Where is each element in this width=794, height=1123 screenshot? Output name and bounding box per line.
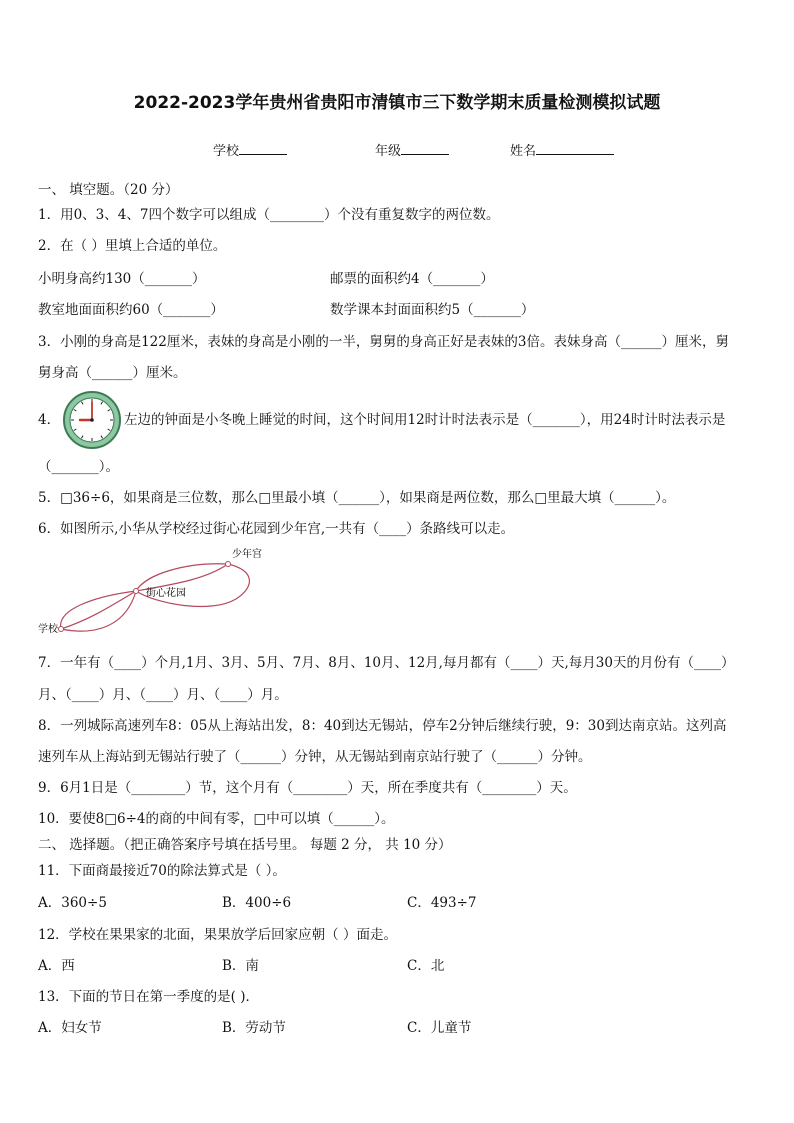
question-2-item-a: 小明身高约130（_______） (38, 271, 206, 287)
question-12-option-c: C．北 (407, 958, 445, 974)
question-3-line-2: 舅身高（______）厘米。 (38, 365, 187, 381)
map-label-school: 学校 (38, 624, 58, 635)
page-title: 2022-2023学年贵州省贵阳市清镇市三下数学期末质量检测模拟试题 (133, 93, 661, 113)
question-9: 9．6月1日是（________）节，这个月有（________）天，所在季度共有（________）天。 (38, 780, 577, 796)
question-12-option-b: B．南 (222, 958, 259, 974)
grade-field (375, 140, 449, 159)
question-11-option-c: C．493÷7 (407, 895, 477, 911)
map-label-garden: 街心花园 (146, 588, 186, 599)
question-2-item-b: 邮票的面积约4（_______） (330, 271, 494, 287)
section-fill-blank-heading: 一、 填空题。（20 分） (38, 182, 179, 198)
grade-label: 年级 (375, 144, 402, 159)
question-11-option-a: A．360÷5 (38, 895, 107, 911)
question-12: 12．学校在果果家的北面，果果放学后回家应朝（ ）面走。 (38, 927, 397, 943)
map-label-palace: 少年宫 (232, 549, 262, 560)
school-field (213, 140, 287, 159)
question-3-line-1: 3．小刚的身高是122厘米，表妹的身高是小刚的一半，舅舅的身高正好是表妹的3倍。表妹身高（______）厘米，舅 (38, 334, 729, 350)
question-7-line-2: 月、（____）月、（____）月、（____）月。 (38, 687, 288, 703)
question-13: 13．下面的节日在第一季度的是( )． (38, 989, 260, 1005)
question-7-line-1: 7．一年有（____）个月,1月、3月、5月、7月、8月、10月、12月,每月都有（____）天,每月30天的月份有（____） (38, 655, 735, 671)
question-2-item-c: 教室地面面积约60（_______） (38, 302, 224, 318)
question-13-option-c: C．儿童节 (407, 1020, 472, 1036)
route-map (36, 544, 276, 640)
section-multiple-choice-heading: 二、 选择题。（把正确答案序号填在括号里。 每题 2 分， 共 10 分） (38, 837, 452, 853)
school-label: 学校 (213, 144, 240, 159)
question-4-line-1: 左边的钟面是小冬晚上睡觉的时间，这个时间用12时计时法表示是（_______），用24时计时法表示是 (124, 412, 726, 428)
question-8-line-1: 8．一列城际高速列车8：05从上海站出发，8：40到达无锡站，停车2分钟后继续行驶，9：30到达南京站。这列高 (38, 718, 727, 734)
question-5: 5．□36÷6，如果商是三位数，那么□里最小填（______），如果商是两位数，那么□里最大填（______）。 (38, 490, 676, 506)
question-8-line-2: 速列车从上海站到无锡站行驶了（______）分钟，从无锡站到南京站行驶了（______）分钟。 (38, 749, 592, 765)
question-12-option-a: A．西 (38, 958, 75, 974)
name-label: 姓名 (510, 144, 537, 159)
question-1: 1．用0、3、4、7四个数字可以组成（________）个没有重复数字的两位数。 (38, 207, 500, 223)
name-field (510, 140, 614, 159)
question-2: 2．在（ ）里填上合适的单位。 (38, 238, 227, 254)
question-13-option-a: A．妇女节 (38, 1020, 102, 1036)
question-13-option-b: B．劳动节 (222, 1020, 286, 1036)
question-4-number: 4． (38, 412, 61, 428)
question-10: 10．要使8□6÷4的商的中间有零，□中可以填（______）。 (38, 811, 395, 827)
question-2-item-d: 数学课本封面面积约5（_______） (330, 302, 535, 318)
question-4-line-2: （_______）。 (38, 459, 119, 475)
clock-icon (62, 390, 122, 450)
question-11-option-b: B．400÷6 (222, 895, 292, 911)
question-11: 11．下面商最接近70的除法算式是（ ）。 (38, 863, 286, 879)
question-6: 6．如图所示,小华从学校经过街心花园到少年宫,一共有（____）条路线可以走。 (38, 521, 515, 537)
